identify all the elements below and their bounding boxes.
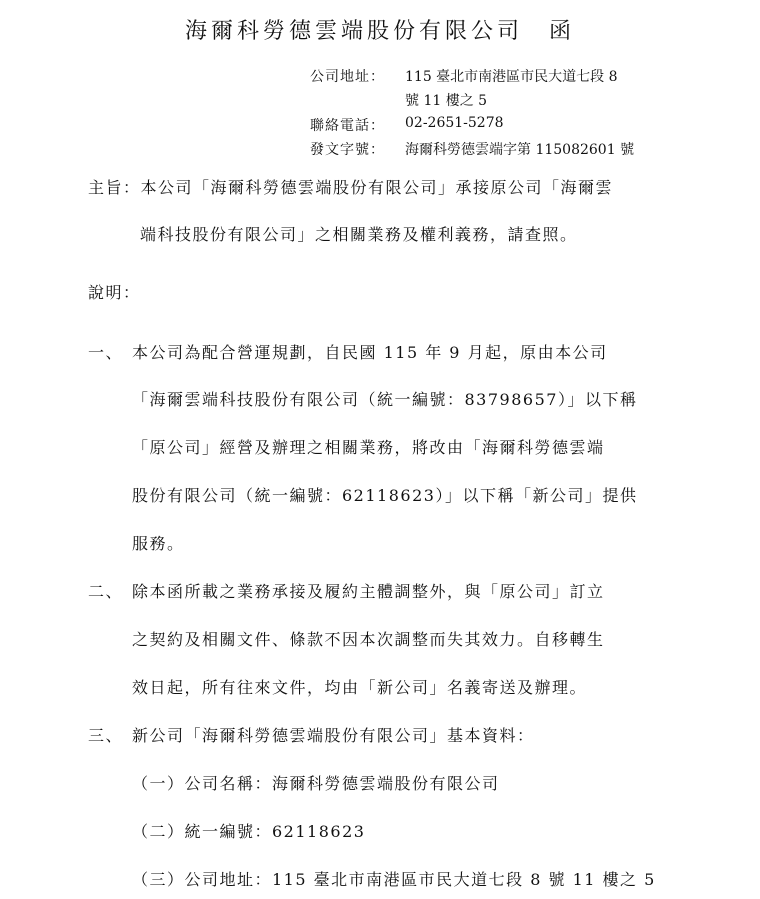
- phone-label: 聯絡電話：: [310, 118, 385, 134]
- item-line: 「原公司」經營及辦理之相關業務，將改由「海爾科勞德雲端: [132, 438, 605, 457]
- item-line: 「海爾雲端科技股份有限公司（統一編號：83798657）」以下稱: [132, 390, 638, 409]
- address-line-2: 號 11 樓之 5: [405, 93, 488, 109]
- item-line: 之契約及相關文件、條款不因本次調整而失其效力。自移轉生: [132, 630, 605, 649]
- subitem-address: （三）公司地址：115 臺北市南港區市民大道七段 8 號 11 樓之 5: [132, 870, 656, 889]
- item-number: 一、: [88, 343, 124, 362]
- item-number: 二、: [88, 582, 124, 601]
- item-line: 服務。: [132, 534, 185, 553]
- item-line: 股份有限公司（統一編號：62118623）」以下稱「新公司」提供: [132, 486, 638, 505]
- item-line: 新公司「海爾科勞德雲端股份有限公司」基本資料：: [132, 726, 535, 745]
- item-line: 效日起，所有往來文件，均由「新公司」名義寄送及辦理。: [132, 678, 588, 697]
- subject-line-2: 端科技股份有限公司」之相關業務及權利義務，請查照。: [140, 225, 578, 244]
- doc-number-label: 發文字號：: [310, 142, 385, 158]
- item-number: 三、: [88, 726, 124, 745]
- subject-line-1: 主旨：本公司「海爾科勞德雲端股份有限公司」承接原公司「海爾雲: [88, 178, 614, 197]
- explanation-heading: 說明：: [88, 283, 141, 302]
- subitem-tax-id: （二）統一編號：62118623: [132, 822, 366, 841]
- document-title: 海爾科勞德雲端股份有限公司 函: [184, 19, 575, 44]
- phone-value: 02-2651-5278: [405, 115, 504, 131]
- address-label: 公司地址：: [310, 69, 385, 85]
- address-line-1: 115 臺北市南港區市民大道七段 8: [405, 69, 618, 85]
- item-line: 除本函所載之業務承接及履約主體調整外，與「原公司」訂立: [132, 582, 605, 601]
- subitem-company-name: （一）公司名稱：海爾科勞德雲端股份有限公司: [132, 774, 500, 793]
- item-line: 本公司為配合營運規劃，自民國 115 年 9 月起，原由本公司: [132, 343, 608, 362]
- doc-number-value: 海爾科勞德雲端字第 115082601 號: [405, 142, 635, 158]
